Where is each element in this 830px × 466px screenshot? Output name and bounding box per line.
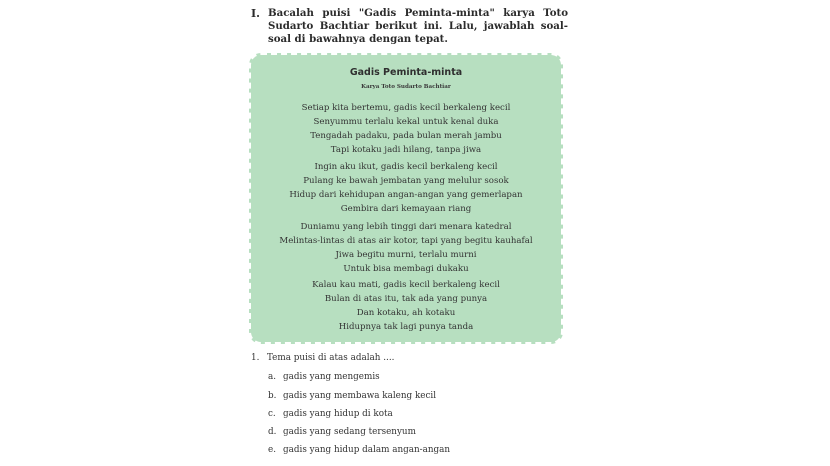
option-c[interactable] [268,409,393,419]
option-d[interactable] [268,427,416,437]
poem-line: Jiwa begitu murni, terlalu murni [335,250,477,260]
poem-stanza-1 [249,101,563,157]
question-number: 1. [251,353,260,363]
option-letter: b. [268,391,277,401]
poem-line: Duniamu yang lebih tinggi dari menara katedral [300,222,512,232]
option-b[interactable] [268,391,436,401]
poem-line: Kalau kau mati, gadis kecil berkaleng kecil [312,280,500,290]
poem-stanza-3 [249,220,563,276]
poem-line: Hidup dari kehidupan angan-angan yang gemerlapan [289,190,523,200]
option-text: gadis yang mengemis [283,372,380,382]
poem-line: Melintas-lintas di atas air kotor, tapi yang begitu kauhafal [279,236,533,246]
option-text: gadis yang hidup dalam angan-angan [283,445,451,455]
poem-stanza-4 [249,278,563,334]
poem-line: Setiap kita bertemu, gadis kecil berkaleng kecil [301,103,511,113]
question-1 [251,353,394,363]
poem-line: Tapi kotaku jadi hilang, tanpa jiwa [330,145,482,155]
poem-line: Hidupnya tak lagi punya tanda [338,322,474,332]
poem-line: Tengadah padaku, pada bulan merah jambu [310,131,502,141]
poem-line: Gembira dari kemayaan riang [340,204,472,214]
option-text: gadis yang membawa kaleng kecil [283,391,437,401]
option-letter: c. [268,409,276,419]
option-text: gadis yang hidup di kota [283,409,393,419]
poem-line: Dan kotaku, ah kotaku [356,308,456,318]
option-letter: a. [268,372,277,382]
section-number: I. [251,7,260,20]
option-letter: e. [268,445,277,455]
poem-line: Untuk bisa membagi dukaku [343,264,469,274]
poem-author: Karya Toto Sudarto Bachtiar [361,84,451,90]
section-instruction: Bacalah puisi "Gadis Peminta-minta" karya Toto Sudarto Bachtiar berikut ini. Lalu, jawablah soal-soal di bawahnya dengan tepat. [268,7,568,45]
option-text: gadis yang sedang tersenyum [283,427,416,437]
option-letter: d. [268,427,277,437]
poem-line: Senyummu terlalu kekal untuk kenal duka [313,117,499,127]
poem-line: Ingin aku ikut, gadis kecil berkaleng kecil [314,162,498,172]
poem-line: Pulang ke bawah jembatan yang melulur sosok [303,176,509,186]
option-a[interactable] [268,372,380,382]
option-e[interactable] [268,445,450,455]
poem-line: Bulan di atas itu, tak ada yang punya [324,294,488,304]
poem-title: Gadis Peminta-minta [349,67,463,78]
poem-stanza-2 [249,160,563,216]
question-text: Tema puisi di atas adalah .... [267,353,395,363]
